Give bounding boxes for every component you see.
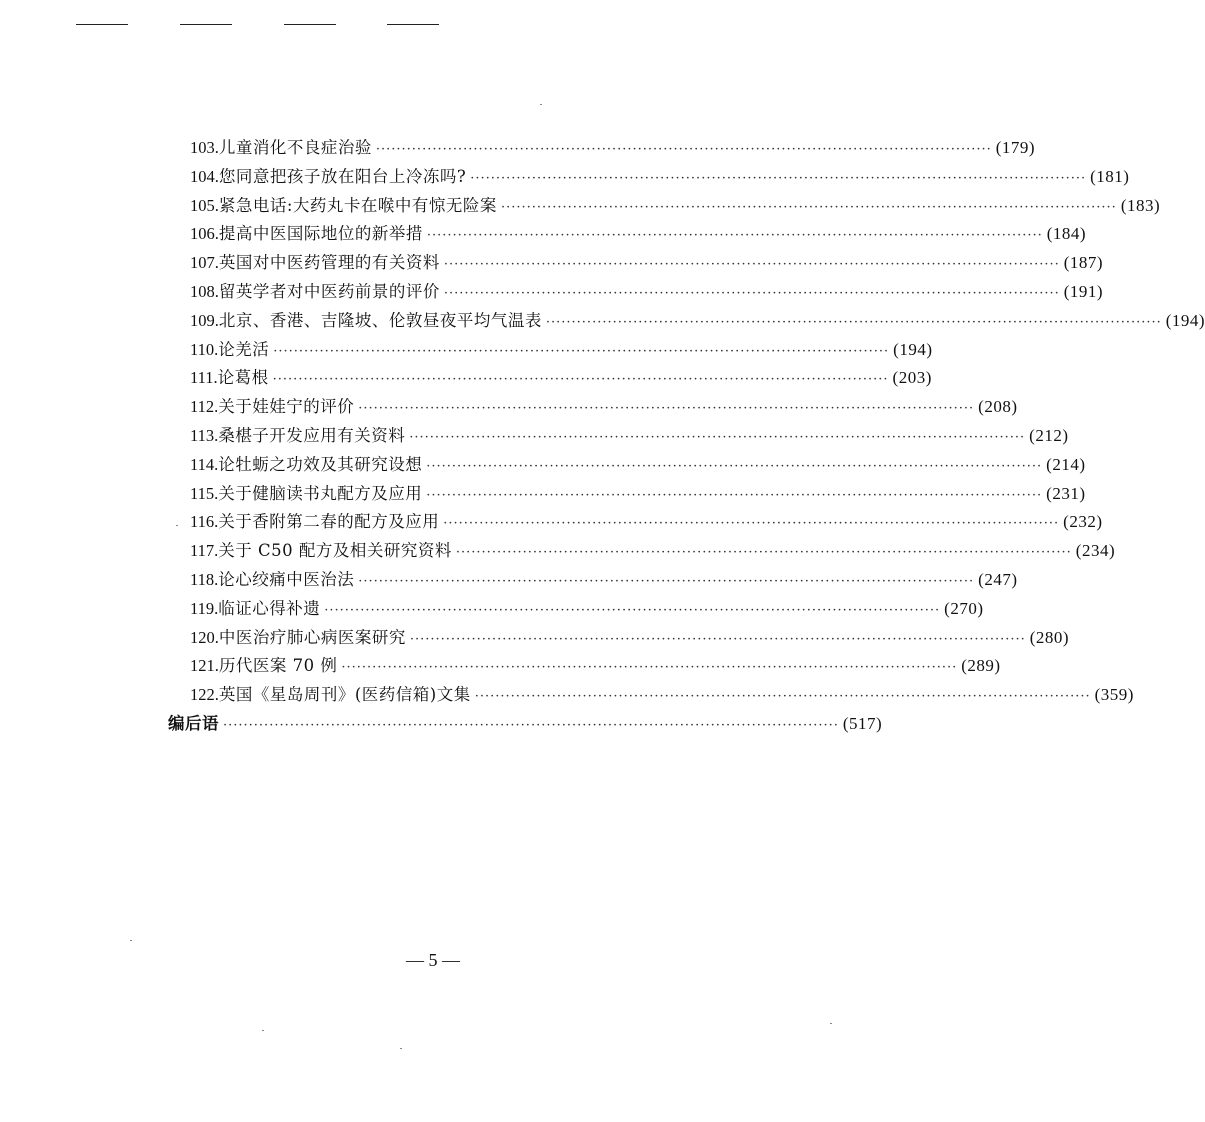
toc-entry-page: (191)	[1063, 281, 1104, 301]
toc-entry-page: (183)	[1120, 195, 1161, 215]
dot-leader: ························································································································	[426, 487, 1043, 503]
toc-entry-page: (517)	[842, 713, 883, 733]
top-rule-4	[387, 24, 439, 25]
toc-entry-number: 104.	[190, 166, 219, 186]
dot-leader: ························································································································	[545, 314, 1162, 330]
dot-leader: ························································································································	[426, 458, 1043, 474]
toc-entry-page: (270)	[944, 598, 984, 618]
dot-leader: ························································································································	[324, 602, 941, 618]
toc-entry-number: 122.	[190, 685, 219, 705]
toc-entry-title: 关于健脑读书丸配方及应用	[218, 483, 423, 503]
toc-entry-number: 112.	[190, 397, 219, 417]
toc-entry-title: 儿童消化不良症治验	[218, 138, 372, 157]
toc-entry-page: (194)	[1165, 310, 1205, 330]
top-rule-3	[284, 24, 336, 25]
toc-entry-title: 您同意把孩子放在阳台上冷冻吗?	[218, 166, 467, 186]
toc-entry	[168, 393, 1018, 422]
toc-entry	[168, 364, 932, 393]
toc-entry-number: 120.	[190, 627, 219, 647]
toc-entry-number: 106.	[190, 224, 219, 244]
toc-entry-number: 109.	[190, 310, 219, 330]
dot-leader: ························································································································	[474, 689, 1091, 705]
dot-leader: ························································································································	[443, 285, 1060, 301]
toc-entry-page: (214)	[1046, 454, 1086, 474]
toc-entry-title: 论羌活	[218, 339, 270, 359]
toc-entry	[168, 134, 1036, 163]
toc-entry-page: (231)	[1046, 483, 1086, 503]
toc-entry-number: 114.	[190, 454, 219, 474]
page-number: — 5 —	[406, 950, 460, 970]
toc-entry	[168, 537, 1116, 566]
toc-entry	[168, 624, 1070, 653]
toc-entry	[168, 278, 1104, 307]
dot-leader: ························································································································	[409, 631, 1026, 647]
toc-entry-page: (280)	[1029, 627, 1070, 647]
toc-entry-page: (208)	[978, 397, 1018, 417]
dot-leader: ························································································································	[273, 343, 890, 359]
toc-entry-number: 117.	[190, 541, 219, 561]
toc-entry-afterword	[168, 710, 883, 739]
toc-entry-title: 关于 C50 配方及相关研究资料	[218, 541, 452, 561]
toc-entry-title: 紧急电话:大药丸卡在喉中有惊无险案	[218, 195, 497, 215]
toc-entry-page: (247)	[978, 569, 1018, 589]
toc-entry-title: 北京、香港、吉隆坡、伦敦昼夜平均气温表	[218, 310, 542, 330]
toc-entry-title: 留英学者对中医药前景的评价	[218, 281, 440, 301]
dot-leader: ························································································································	[426, 228, 1043, 244]
toc-entry-page: (181)	[1090, 166, 1130, 186]
scan-speck	[830, 1023, 832, 1024]
dot-leader: ························································································································	[375, 142, 992, 157]
scan-speck	[540, 104, 542, 105]
toc-entry-number: 111.	[190, 368, 218, 388]
toc-entry-page: (289)	[961, 656, 1001, 676]
toc-entry-title: 中医治疗肺心病医案研究	[218, 627, 406, 647]
toc-entry-page: (187)	[1063, 253, 1104, 273]
toc-entry	[168, 220, 1087, 249]
toc-entry-title: 关于香附第二春的配方及应用	[218, 512, 440, 532]
toc-entry	[168, 652, 1001, 681]
toc-entry	[168, 451, 1086, 480]
toc-entry-title: 论心绞痛中医治法	[218, 569, 355, 589]
toc-entry-title: 临证心得补遗	[218, 598, 321, 618]
toc-entry-title: 提高中医国际地位的新举措	[218, 224, 423, 244]
dot-leader: ························································································································	[443, 257, 1060, 273]
toc-entry-number: 115.	[190, 483, 219, 503]
toc-entry-title: 编后语	[168, 713, 219, 733]
dot-leader: ························································································································	[358, 401, 975, 417]
toc-entry-page: (184)	[1046, 224, 1087, 244]
toc-entry-page: (194)	[893, 339, 933, 359]
dot-leader: ························································································································	[272, 372, 889, 388]
toc-entry-page: (203)	[892, 368, 932, 388]
dot-leader: ························································································································	[358, 573, 975, 589]
toc-entry	[168, 566, 1018, 595]
toc-entry-title: 论葛根	[217, 368, 269, 388]
toc-entry	[168, 163, 1130, 192]
toc-entry-number: 110.	[190, 339, 219, 359]
toc-entry-title: 英国对中医药管理的有关资料	[218, 253, 440, 273]
dot-leader: ························································································································	[500, 199, 1117, 215]
toc-entry-page: (232)	[1063, 512, 1103, 532]
scan-speck	[262, 1030, 264, 1031]
scan-speck	[400, 1048, 402, 1049]
dot-leader: ························································································································	[443, 516, 1060, 532]
top-rule-1	[76, 24, 128, 25]
toc-entry-number: 105.	[190, 195, 219, 215]
toc-entry-title: 桑椹子开发应用有关资料	[218, 425, 406, 445]
dot-leader: ························································································································	[409, 429, 1026, 445]
toc-entry-page: (234)	[1075, 541, 1116, 561]
toc-entry	[168, 595, 984, 624]
toc-entry-number: 108.	[190, 281, 219, 301]
table-of-contents	[168, 134, 1205, 739]
scan-speck	[130, 940, 132, 941]
toc-entry	[168, 249, 1104, 278]
scan-speck	[176, 525, 178, 526]
toc-entry	[168, 307, 1205, 336]
toc-entry	[168, 681, 1134, 710]
dot-leader: ························································································································	[341, 660, 958, 676]
toc-entry	[168, 422, 1069, 451]
toc-entry-page: (179)	[995, 138, 1036, 157]
toc-entry-page: (359)	[1094, 685, 1134, 705]
toc-entry-number: 107.	[190, 253, 219, 273]
toc-entry-title: 历代医案 70 例	[218, 656, 338, 676]
dot-leader: ························································································································	[223, 717, 839, 733]
toc-entry-number: 103.	[190, 138, 219, 157]
toc-entry-number: 113.	[190, 425, 219, 445]
toc-entry-number: 118.	[190, 569, 219, 589]
toc-entry	[168, 480, 1086, 509]
toc-entry-title: 论牡蛎之功效及其研究设想	[218, 454, 423, 474]
toc-entry-number: 116.	[190, 512, 219, 532]
toc-entry-number: 121.	[190, 656, 219, 676]
toc-entry-title: 关于娃娃宁的评价	[218, 397, 355, 417]
toc-entry-title: 英国《星岛周刊》(医药信箱)文集	[218, 685, 471, 705]
top-rule-2	[180, 24, 232, 25]
dot-leader: ························································································································	[470, 170, 1087, 186]
toc-entry	[168, 336, 933, 365]
toc-entry	[168, 508, 1103, 537]
dot-leader: ························································································································	[455, 545, 1072, 561]
toc-entry	[168, 192, 1161, 221]
toc-entry-page: (212)	[1029, 425, 1069, 445]
toc-entry-number: 119.	[190, 598, 219, 618]
